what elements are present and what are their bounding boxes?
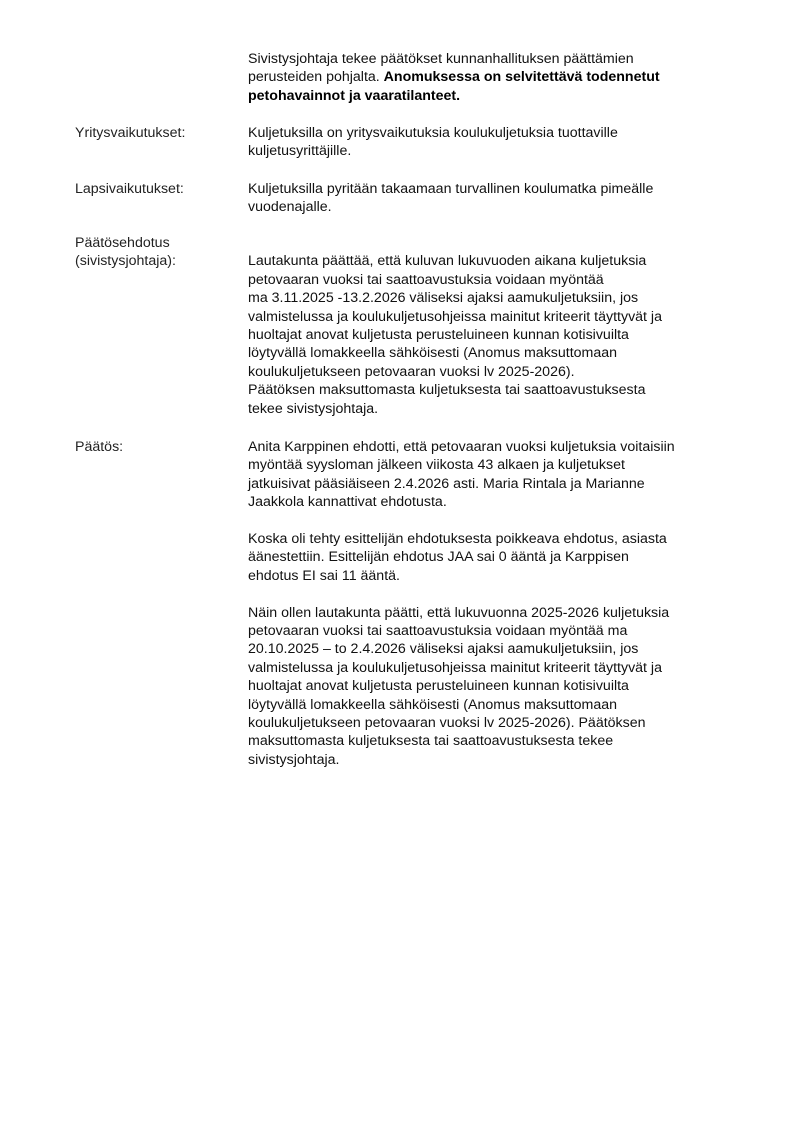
content-line: jatkuisivat pääsiäiseen 2.4.2026 asti. Maria Rintala ja Marianne	[248, 475, 645, 492]
content-line: Lautakunta päättää, että kuluvan lukuvuoden aikana kuljetuksia	[248, 253, 647, 270]
paatos-paragraph-3	[248, 604, 738, 770]
content-line: Päätöksen maksuttomasta kuljetuksesta tai saattoavustuksesta	[248, 382, 646, 399]
intro-line	[248, 68, 738, 86]
section-label	[75, 234, 245, 271]
intro-bold-text: petohavainnot ja vaaratilanteet.	[248, 87, 461, 104]
section-label-line: Päätösehdotus	[75, 235, 170, 251]
intro-line: Sivistysjohtaja tekee päätökset kunnanhallituksen päättämien	[248, 51, 634, 67]
content-line: sivistysjohtaja.	[248, 751, 340, 768]
content-line: Kuljetuksilla pyritään takaamaan turvallinen koulumatka pimeälle	[248, 181, 654, 197]
content-line: huoltajat anovat kuljetusta perusteluineen kunnan kotisivuilta	[248, 678, 629, 695]
content-line: valmistelussa ja koulukuljetusohjeissa mainitut kriteerit täyttyvät ja	[248, 308, 662, 325]
content-line: Jaakkola kannattivat ehdotusta.	[248, 494, 447, 511]
content-line: huoltajat anovat kuljetusta perusteluineen kunnan kotisivuilta	[248, 327, 629, 344]
content-line: petovaaran vuoksi tai saattoavustuksia voidaan myöntää ma	[248, 623, 628, 640]
intro-text	[248, 50, 738, 105]
content-line: 20.10.2025 – to 2.4.2026 väliseksi ajaksi aamukuljetuksiin, jos	[248, 641, 639, 658]
content-line: kuljetusyrittäjille.	[248, 143, 352, 160]
content-line: tekee sivistysjohtaja.	[248, 400, 379, 417]
section-label: Lapsivaikutukset:	[75, 181, 184, 197]
content-line: Anita Karppinen ehdotti, että petovaaran vuoksi kuljetuksia voitaisiin	[248, 439, 675, 455]
content-line: valmistelussa ja koulukuljetusohjeissa mainitut kriteerit täyttyvät ja	[248, 659, 662, 676]
content-line: ma 3.11.2025 -13.2.2026 väliseksi ajaksi aamukuljetuksiin, jos	[248, 290, 639, 307]
section-label: Päätös:	[75, 439, 124, 455]
section-label: Yritysvaikutukset:	[75, 125, 186, 141]
content-line: ehdotus EI sai 11 ääntä.	[248, 567, 400, 584]
section-content	[248, 180, 738, 217]
content-line: Näin ollen lautakunta päätti, että lukuvuonna 2025-2026 kuljetuksia	[248, 604, 670, 621]
content-line: koulukuljetukseen petovaaran vuoksi lv 2025-2026). Päätöksen	[248, 715, 646, 732]
section-content	[248, 252, 738, 418]
content-line: vuodenajalle.	[248, 199, 332, 216]
content-line: löytyvällä lomakkeella sähköisesti (Anomus maksuttomaan	[248, 696, 618, 713]
content-line: myöntää syysloman jälkeen viikosta 43 alkaen ja kuljetukset	[248, 457, 625, 474]
content-line: löytyvällä lomakkeella sähköisesti (Anomus maksuttomaan	[248, 345, 618, 362]
intro-line-start: perusteiden pohjalta.	[248, 69, 384, 86]
content-line: Kuljetuksilla on yritysvaikutuksia koulukuljetuksia tuottaville	[248, 125, 618, 141]
content-line: maksuttomasta kuljetuksesta tai saattoavustuksesta tekee	[248, 733, 614, 750]
paatos-paragraph-2	[248, 530, 738, 585]
content-line: petovaaran vuoksi tai saattoavustuksia voidaan myöntää	[248, 271, 604, 288]
content-line: koulukuljetukseen petovaaran vuoksi lv 2025-2026).	[248, 363, 575, 380]
content-line: Koska oli tehty esittelijän ehdotuksesta poikkeava ehdotus, asiasta	[248, 531, 667, 548]
section-label-line: (sivistysjohtaja):	[75, 253, 176, 270]
section-content	[248, 124, 738, 161]
section-content	[248, 438, 738, 769]
intro-bold-text: Anomuksessa on selvitettävä todennetut	[383, 69, 660, 86]
paatos-paragraph-1	[248, 438, 738, 512]
content-line: äänestettiin. Esittelijän ehdotus JAA sai 0 ääntä ja Karppisen	[248, 549, 629, 566]
